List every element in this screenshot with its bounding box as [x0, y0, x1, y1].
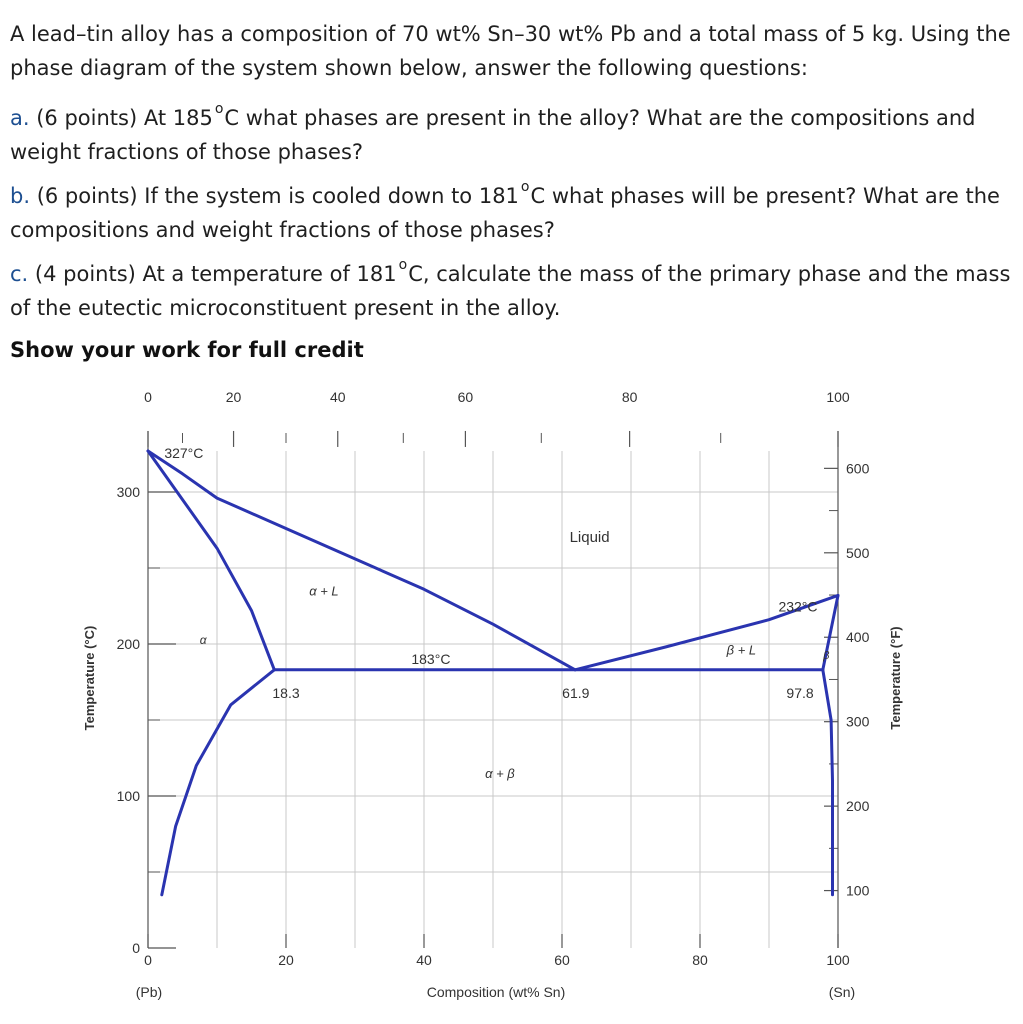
- question-c-text-after: C, calculate the mass of the primary phase and the mass of the eutectic microconstituent present in the alloy.: [10, 262, 1011, 320]
- region-alpha-l: α + L: [309, 583, 339, 599]
- y-left-tick-label: 300: [116, 484, 140, 500]
- show-work-note: Show your work for full credit: [10, 338, 364, 362]
- problem-intro: A lead–tin alloy has a composition of 70 wt% Sn–30 wt% Pb and a total mass of 5 kg. Using the phase diagram of the system shown below, answer the following questions:: [10, 22, 1011, 80]
- y-left-tick-label: 0: [132, 940, 140, 956]
- y-right-tick-label: 600: [846, 460, 870, 477]
- question-c-degree: o: [398, 257, 408, 273]
- x-bottom-tick-label: 100: [826, 952, 850, 968]
- curve-beta-solvus: [823, 670, 833, 895]
- y-right-tick-label: 400: [846, 629, 870, 646]
- question-b-text-before: (6 points) If the system is cooled down to 181: [30, 184, 519, 208]
- question-c-label: c.: [10, 262, 29, 286]
- curve-alpha-solvus: [162, 670, 274, 895]
- question-c: [10, 252, 1015, 325]
- y2-axis-title: Temperature (°F): [888, 626, 903, 730]
- y-right-tick-label: 100: [846, 882, 870, 899]
- x-top-tick-label: 60: [457, 389, 474, 405]
- y-right-tick-label: 500: [846, 544, 870, 561]
- y-right-tick-label: 200: [846, 798, 870, 815]
- annotation-pb-melt: 327°C: [164, 444, 204, 461]
- x-bottom-tick-label: 20: [278, 952, 294, 968]
- region-alpha: α: [199, 633, 207, 647]
- x-top-tick-label: 80: [621, 389, 638, 405]
- x-end-label-sn: (Sn): [828, 984, 856, 1000]
- annotation-eutectic-temp: 183°C: [411, 650, 451, 667]
- region-alpha-beta: α + β: [485, 765, 515, 781]
- question-a-text-before: (6 points) At 185: [29, 106, 213, 130]
- curve-alpha-liquidus: [148, 451, 575, 670]
- x-end-label-pb: (Pb): [135, 984, 163, 1000]
- x-top-tick-label: 40: [329, 389, 346, 405]
- curve-alpha-solidus: [148, 451, 274, 670]
- x-bottom-tick-label: 0: [144, 952, 152, 968]
- y-axis-title: Temperature (°C): [82, 625, 97, 731]
- x-axis-title: Composition (wt% Sn): [426, 984, 566, 1000]
- question-a-text-after: C what phases are present in the alloy? What are the compositions and weight fractions of those phases?: [10, 106, 976, 164]
- question-a-label: a.: [10, 106, 30, 130]
- x-top-tick-label: 0: [144, 389, 152, 405]
- region-beta-l: β + L: [726, 642, 757, 658]
- x-top-tick-label: 100: [826, 389, 850, 405]
- question-c-text-before: (4 points) At a temperature of 181: [28, 262, 397, 286]
- annotation-beta-solvus: 97.8: [786, 684, 814, 701]
- region-beta: β: [823, 650, 830, 663]
- question-b-label: b.: [10, 184, 31, 208]
- y-right-tick-label: 300: [846, 713, 870, 730]
- x-bottom-tick-label: 60: [554, 952, 570, 968]
- question-a: [10, 96, 1015, 169]
- annotation-sn-melt: 232°C: [778, 598, 818, 615]
- y-left-tick-label: 100: [116, 788, 140, 804]
- x-bottom-tick-label: 80: [692, 952, 708, 968]
- question-a-degree: o: [214, 101, 224, 117]
- annotation-alpha-solvus: 18.3: [272, 684, 300, 701]
- annotation-eutectic-comp: 61.9: [562, 684, 590, 701]
- x-bottom-tick-label: 40: [416, 952, 432, 968]
- x-top-tick-label: 20: [225, 389, 242, 405]
- question-b-degree: o: [520, 179, 530, 195]
- region-liquid: Liquid: [569, 529, 610, 547]
- question-b-text-after: C what phases will be present? What are the compositions and weight fractions of those phases?: [10, 184, 1000, 242]
- phase-diagram: [0, 380, 1023, 1020]
- y-left-tick-label: 200: [116, 636, 140, 652]
- question-b: [10, 174, 1015, 247]
